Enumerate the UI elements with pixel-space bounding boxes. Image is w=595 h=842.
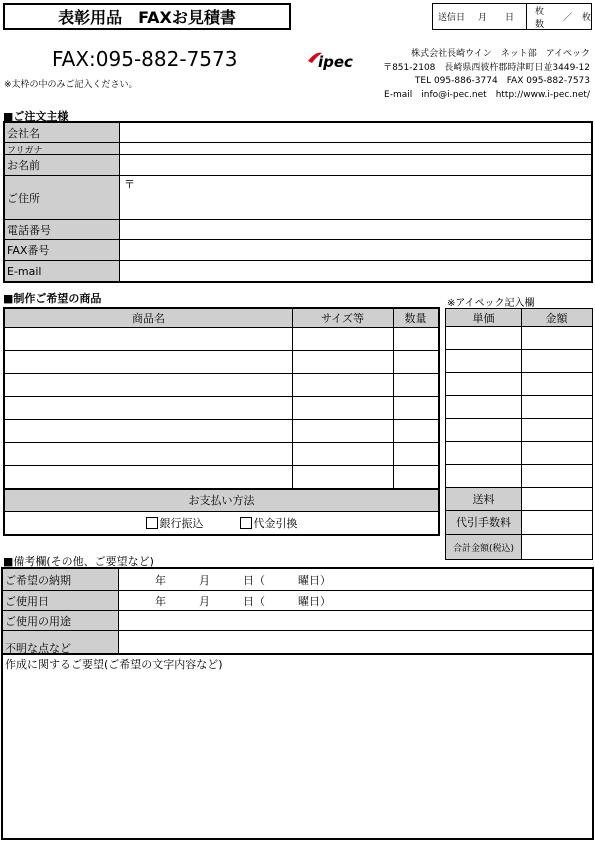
payment-header: お支払い方法 bbox=[5, 490, 438, 512]
product-row[interactable] bbox=[5, 328, 438, 351]
unclear-label: 不明な点など bbox=[5, 642, 71, 655]
row-furigana[interactable] bbox=[5, 143, 591, 155]
label-fax: FAX番号 bbox=[7, 244, 50, 257]
logo-text: ipec bbox=[318, 53, 353, 71]
col-product-name: 商品名 bbox=[132, 312, 165, 325]
price-row[interactable] bbox=[446, 396, 592, 419]
price-row[interactable] bbox=[446, 419, 592, 442]
row-address[interactable] bbox=[5, 176, 591, 220]
label-furigana: フリガナ bbox=[7, 145, 43, 156]
pages-unit: 枚 bbox=[581, 13, 591, 23]
col-quantity: 数量 bbox=[404, 312, 427, 325]
product-row[interactable] bbox=[5, 351, 438, 374]
company-name: 株式会社長崎ウイン ネット部 アイペック bbox=[411, 49, 590, 59]
company-email-web: E-mail info@i-pec.net http://www.i-pec.net/ bbox=[384, 89, 590, 100]
col-size: サイズ等 bbox=[320, 312, 365, 325]
product-row[interactable] bbox=[5, 374, 438, 397]
label-email: E-mail bbox=[7, 264, 42, 278]
delivery-date-format: 年 月 日（ 曜日） bbox=[155, 573, 331, 587]
request-textarea[interactable] bbox=[3, 657, 592, 838]
request-label: 作成に関するご要望(ご希望の文字内容など) bbox=[5, 658, 223, 671]
label-company: 会社名 bbox=[7, 126, 40, 140]
price-row[interactable] bbox=[446, 373, 592, 396]
bank-transfer-label: 銀行振込 bbox=[159, 516, 204, 530]
label-address: ご住所 bbox=[7, 191, 40, 205]
products-section-title: ■制作ご希望の商品 bbox=[3, 292, 102, 305]
pages-label: 枚数 bbox=[535, 6, 545, 30]
col-unit-price: 単価 bbox=[472, 311, 495, 325]
row-company[interactable] bbox=[5, 123, 591, 143]
row-fax[interactable] bbox=[5, 240, 591, 261]
price-row[interactable] bbox=[446, 442, 592, 465]
day-label: 日 bbox=[505, 13, 515, 23]
ipec-logo bbox=[306, 49, 354, 73]
product-row[interactable] bbox=[5, 420, 438, 443]
notes-section-title: ■備考欄(その他、ご要望など) bbox=[3, 555, 154, 568]
shipping-label: 送料 bbox=[446, 488, 592, 511]
company-info bbox=[383, 48, 590, 102]
price-row[interactable] bbox=[446, 350, 592, 373]
product-row[interactable] bbox=[5, 397, 438, 420]
label-phone: 電話番号 bbox=[7, 223, 51, 237]
use-date-format: 年 月 日（ 曜日） bbox=[155, 594, 331, 608]
fill-note: ※太枠の中のみご記入ください。 bbox=[4, 80, 138, 90]
price-row[interactable] bbox=[446, 327, 592, 350]
pages-sep: ／ bbox=[562, 13, 572, 23]
products-table bbox=[3, 307, 440, 536]
orderer-section-title: ■ご注文主様 bbox=[3, 110, 69, 123]
label-name: お名前 bbox=[7, 159, 40, 172]
company-address: 〒851-2108 長崎県西彼杵郡時津町日並3449-12 bbox=[383, 62, 590, 73]
orderer-table bbox=[3, 121, 593, 283]
product-row[interactable] bbox=[5, 443, 438, 466]
ipec-price-table bbox=[445, 308, 593, 560]
col-amount: 金額 bbox=[545, 311, 568, 325]
send-date-label: 送信日 bbox=[438, 13, 466, 23]
cod-label: 代金引換 bbox=[253, 516, 298, 530]
row-phone[interactable] bbox=[5, 220, 591, 240]
send-info-box bbox=[432, 3, 592, 30]
bank-transfer-checkbox[interactable] bbox=[146, 517, 158, 529]
pages-cell[interactable] bbox=[527, 4, 591, 29]
payment-options bbox=[5, 512, 438, 534]
company-tel-fax: TEL 095-886-3774 FAX 095-882-7573 bbox=[414, 76, 590, 86]
purpose-label: ご使用の用途 bbox=[5, 614, 71, 628]
cod-fee-label: 代引手数料 bbox=[446, 511, 592, 535]
row-name[interactable] bbox=[5, 155, 591, 176]
total-label: 合計金額(税込) bbox=[452, 543, 515, 554]
fax-number: FAX:095-882-7573 bbox=[52, 47, 238, 71]
page-title: 表彰用品 FAXお見積書 bbox=[58, 8, 236, 27]
delivery-label: ご希望の納期 bbox=[5, 573, 71, 587]
product-row[interactable] bbox=[5, 466, 438, 490]
unclear-row[interactable] bbox=[3, 631, 592, 655]
use-date-label: ご使用日 bbox=[5, 594, 49, 608]
title-box bbox=[3, 3, 291, 30]
month-label: 月 bbox=[478, 13, 488, 23]
cod-checkbox[interactable] bbox=[240, 517, 252, 529]
send-date-cell[interactable] bbox=[433, 4, 527, 29]
postal-mark: 〒 bbox=[124, 178, 135, 191]
ipec-area-title: ※アイペック記入欄 bbox=[447, 298, 535, 309]
price-row[interactable] bbox=[446, 465, 592, 488]
purpose-row[interactable] bbox=[3, 611, 592, 631]
notes-table bbox=[1, 567, 594, 840]
